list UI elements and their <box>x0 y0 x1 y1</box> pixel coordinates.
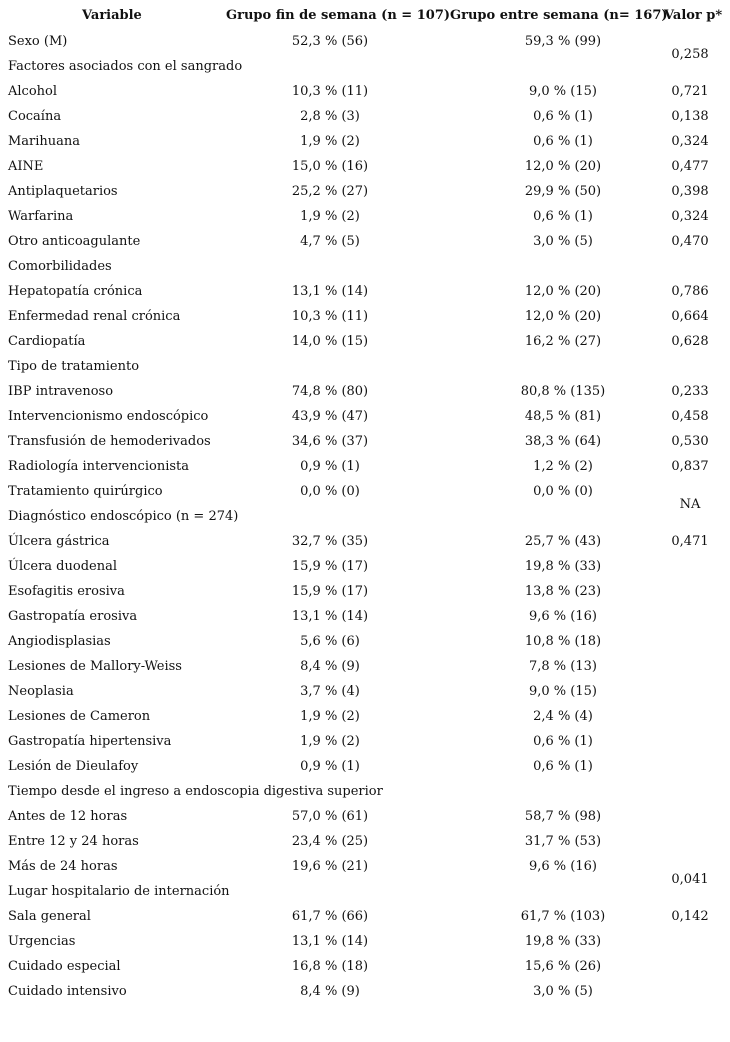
p-value: 0,324 <box>671 134 709 149</box>
row-label: Entre 12 y 24 horas <box>8 834 139 849</box>
weekday-value: 61,7 % (103) <box>520 909 606 924</box>
weekday-value: 10,8 % (18) <box>524 634 602 649</box>
row-label: Cuidado especial <box>8 959 121 974</box>
row-label: Alcohol <box>8 84 58 99</box>
row-label: Gastropatía erosiva <box>8 609 138 624</box>
weekend-value: 16,8 % (18) <box>291 959 369 974</box>
table-row <box>0 555 730 580</box>
p-value: 0,721 <box>671 84 709 99</box>
weekend-value: 15,9 % (17) <box>291 584 369 599</box>
weekday-value: 38,3 % (64) <box>524 434 602 449</box>
p-value: 0,470 <box>671 234 709 249</box>
weekday-value: 0,6 % (1) <box>533 134 593 149</box>
row-label: Sala general <box>8 909 91 924</box>
weekend-value: 5,6 % (6) <box>300 634 360 649</box>
weekend-value: 19,6 % (21) <box>291 859 369 874</box>
row-label: Tiempo desde el ingreso a endoscopia digestiva superior <box>8 784 383 799</box>
p-value: 0,664 <box>671 309 709 324</box>
weekday-value: 9,0 % (15) <box>529 684 597 699</box>
row-label: Tipo de tratamiento <box>8 359 140 374</box>
header-weekday-group: Grupo entre semana (n= 167) <box>450 8 668 23</box>
table-row <box>0 755 730 780</box>
table-row <box>0 880 730 905</box>
weekend-value: 15,0 % (16) <box>291 159 369 174</box>
row-label: Tratamiento quirúrgico <box>8 484 163 499</box>
table-row <box>0 980 730 1005</box>
table-row <box>0 105 730 130</box>
row-label: Otro anticoagulante <box>8 234 141 249</box>
weekday-value: 13,8 % (23) <box>524 584 602 599</box>
weekday-value: 9,6 % (16) <box>529 859 597 874</box>
weekend-value: 8,4 % (9) <box>300 984 360 999</box>
table-row <box>0 405 730 430</box>
table-row <box>0 430 730 455</box>
table-row <box>0 780 730 805</box>
weekend-value: 13,1 % (14) <box>291 284 369 299</box>
row-label: Úlcera duodenal <box>8 559 118 574</box>
weekday-value: 29,9 % (50) <box>524 184 602 199</box>
weekend-value: 4,7 % (5) <box>300 234 360 249</box>
table-row <box>0 205 730 230</box>
weekday-value: 12,0 % (20) <box>524 159 602 174</box>
weekend-value: 0,9 % (1) <box>300 459 360 474</box>
p-value: 0,233 <box>671 384 709 399</box>
weekday-value: 59,3 % (99) <box>524 34 602 49</box>
table-row <box>0 505 730 530</box>
weekday-value: 12,0 % (20) <box>524 284 602 299</box>
row-label: Antes de 12 horas <box>8 809 128 824</box>
weekend-value: 0,9 % (1) <box>300 759 360 774</box>
weekday-value: 0,6 % (1) <box>533 209 593 224</box>
row-label: Comorbilidades <box>8 259 112 274</box>
weekend-value: 3,7 % (4) <box>300 684 360 699</box>
row-label: Transfusión de hemoderivados <box>8 434 211 449</box>
row-label: Más de 24 horas <box>8 859 118 874</box>
p-value: 0,041 <box>671 872 709 887</box>
table-row <box>0 530 730 555</box>
table-row <box>0 705 730 730</box>
weekday-value: 0,6 % (1) <box>533 759 593 774</box>
table-row <box>0 580 730 605</box>
row-label: Lesiones de Cameron <box>8 709 151 724</box>
row-label: Úlcera gástrica <box>8 534 110 549</box>
row-label: Warfarina <box>8 209 74 224</box>
weekday-value: 31,7 % (53) <box>524 834 602 849</box>
table-row <box>0 830 730 855</box>
row-label: AINE <box>8 159 44 174</box>
weekend-value: 43,9 % (47) <box>291 409 369 424</box>
row-label: Angiodisplasias <box>8 634 111 649</box>
weekend-value: 14,0 % (15) <box>291 334 369 349</box>
p-value: 0,628 <box>671 334 709 349</box>
row-label: Cocaína <box>8 109 62 124</box>
table-row <box>0 305 730 330</box>
table-row <box>0 605 730 630</box>
weekend-value: 1,9 % (2) <box>300 709 360 724</box>
weekend-value: 15,9 % (17) <box>291 559 369 574</box>
row-label: Neoplasia <box>8 684 74 699</box>
table-row <box>0 730 730 755</box>
table-row <box>0 155 730 180</box>
row-label: Antiplaquetarios <box>8 184 118 199</box>
weekday-value: 12,0 % (20) <box>524 309 602 324</box>
p-value: 0,398 <box>671 184 709 199</box>
p-value: 0,142 <box>671 909 709 924</box>
table-row <box>0 855 730 887</box>
table-row <box>0 630 730 655</box>
weekday-value: 58,7 % (98) <box>524 809 602 824</box>
table-row <box>0 130 730 155</box>
weekday-value: 9,6 % (16) <box>529 609 597 624</box>
weekend-value: 1,9 % (2) <box>300 209 360 224</box>
weekday-value: 19,8 % (33) <box>524 934 602 949</box>
table-row <box>0 455 730 480</box>
table-row <box>0 30 730 62</box>
table-row <box>0 180 730 205</box>
weekday-value: 25,7 % (43) <box>524 534 602 549</box>
weekend-value: 10,3 % (11) <box>291 309 369 324</box>
weekday-value: 2,4 % (4) <box>533 709 593 724</box>
weekday-value: 0,6 % (1) <box>533 734 593 749</box>
p-value: 0,138 <box>671 109 709 124</box>
table-row <box>0 905 730 930</box>
row-label: IBP intravenoso <box>8 384 114 399</box>
weekend-value: 74,8 % (80) <box>291 384 369 399</box>
p-value: 0,786 <box>671 284 709 299</box>
weekday-value: 3,0 % (5) <box>533 984 593 999</box>
table-row <box>0 255 730 280</box>
row-label: Diagnóstico endoscópico (n = 274) <box>8 509 239 524</box>
p-value: 0,530 <box>671 434 709 449</box>
weekend-value: 34,6 % (37) <box>291 434 369 449</box>
weekend-value: 10,3 % (11) <box>291 84 369 99</box>
table-row <box>0 355 730 380</box>
weekday-value: 1,2 % (2) <box>533 459 593 474</box>
header-variable: Variable <box>82 8 142 23</box>
weekend-value: 0,0 % (0) <box>300 484 360 499</box>
row-label: Enfermedad renal crónica <box>8 309 181 324</box>
row-label: Gastropatía hipertensiva <box>8 734 172 749</box>
weekend-value: 13,1 % (14) <box>291 934 369 949</box>
row-label: Radiología intervencionista <box>8 459 190 474</box>
table-row <box>0 80 730 105</box>
weekday-value: 0,0 % (0) <box>533 484 593 499</box>
table-row <box>0 930 730 955</box>
row-label: Factores asociados con el sangrado <box>8 59 243 74</box>
weekday-value: 7,8 % (13) <box>529 659 597 674</box>
row-label: Intervencionismo endoscópico <box>8 409 209 424</box>
row-label: Lugar hospitalario de internación <box>8 884 230 899</box>
weekday-value: 15,6 % (26) <box>524 959 602 974</box>
weekday-value: 48,5 % (81) <box>524 409 602 424</box>
row-label: Marihuana <box>8 134 81 149</box>
weekend-value: 61,7 % (66) <box>291 909 369 924</box>
weekend-value: 25,2 % (27) <box>291 184 369 199</box>
p-value: 0,458 <box>671 409 709 424</box>
table-row <box>0 280 730 305</box>
p-value: 0,324 <box>671 209 709 224</box>
weekday-value: 16,2 % (27) <box>524 334 602 349</box>
weekend-value: 13,1 % (14) <box>291 609 369 624</box>
p-value: NA <box>679 497 701 512</box>
table-row <box>0 955 730 980</box>
weekend-value: 57,0 % (61) <box>291 809 369 824</box>
weekend-value: 8,4 % (9) <box>300 659 360 674</box>
weekend-value: 23,4 % (25) <box>291 834 369 849</box>
header-weekend-group: Grupo fin de semana (n = 107) <box>226 8 451 23</box>
table-row <box>0 230 730 255</box>
header-p-value: Valor p* <box>664 8 723 23</box>
weekday-value: 0,6 % (1) <box>533 109 593 124</box>
row-label: Sexo (M) <box>8 34 68 49</box>
table-row <box>0 380 730 405</box>
weekday-value: 80,8 % (135) <box>520 384 606 399</box>
row-label: Hepatopatía crónica <box>8 284 143 299</box>
table-row <box>0 680 730 705</box>
row-label: Lesión de Dieulafoy <box>8 759 139 774</box>
weekend-value: 52,3 % (56) <box>291 34 369 49</box>
p-value: 0,258 <box>671 47 709 62</box>
p-value: 0,477 <box>671 159 709 174</box>
p-value: 0,837 <box>671 459 709 474</box>
p-value: 0,471 <box>671 534 709 549</box>
weekend-value: 32,7 % (35) <box>291 534 369 549</box>
table-row <box>0 330 730 355</box>
weekday-value: 3,0 % (5) <box>533 234 593 249</box>
table-row <box>0 480 730 512</box>
weekday-value: 19,8 % (33) <box>524 559 602 574</box>
table-row <box>0 805 730 830</box>
weekend-value: 1,9 % (2) <box>300 134 360 149</box>
row-label: Urgencias <box>8 934 76 949</box>
row-label: Cardiopatía <box>8 334 86 349</box>
table-row <box>0 55 730 80</box>
table-row <box>0 655 730 680</box>
weekend-value: 2,8 % (3) <box>300 109 360 124</box>
weekend-value: 1,9 % (2) <box>300 734 360 749</box>
weekday-value: 9,0 % (15) <box>529 84 597 99</box>
row-label: Cuidado intensivo <box>8 984 127 999</box>
row-label: Esofagitis erosiva <box>8 584 125 599</box>
row-label: Lesiones de Mallory-Weiss <box>8 659 182 674</box>
